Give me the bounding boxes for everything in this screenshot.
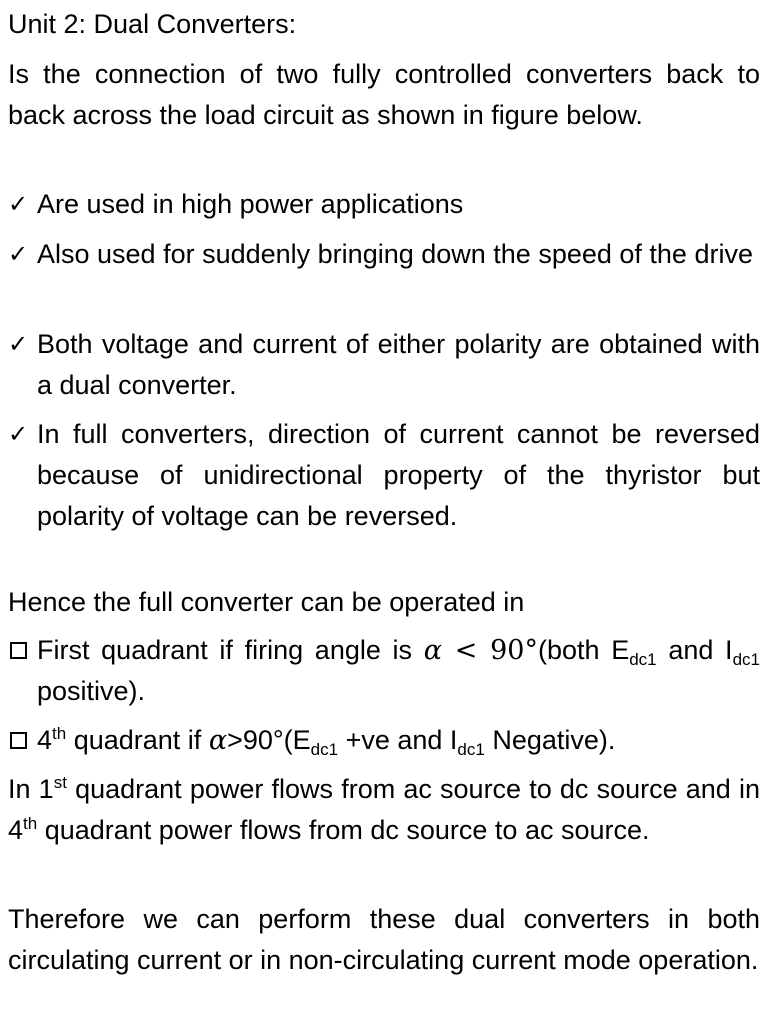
check-item-text: In full converters, direction of current cannot be reversed because of unidirectional property of the thyristor but polarity of voltage can be reversed. [37, 419, 760, 531]
check-item-3 [8, 324, 760, 406]
checkbox-icon [8, 630, 37, 672]
check-item-text: Also used for suddenly bringing down the speed of the drive [37, 239, 753, 269]
check-item-1 [8, 184, 760, 225]
conclusion-paragraph: Therefore we can perform these dual converters in both circulating current or in non-circulating current mode operation. [8, 904, 760, 975]
checkbox-icon [8, 720, 37, 762]
check-icon: ✓ [8, 240, 29, 268]
quadrant-fourth-text: 4th quadrant if $\alpha>90^\circ(E_{dc1} +ve$ and $I_{dc1}$ Negative). [37, 724, 616, 759]
check-item-text: Both voltage and current of either polarity are obtained with a dual converter. [37, 329, 760, 400]
check-icon: ✓ [8, 190, 29, 218]
quadrant-first-text: First quadrant if firing angle is α < 90°(both $E_{dc1}$ and $I_{dc1}$ positive). [37, 635, 760, 706]
check-item-4 [8, 414, 760, 537]
alpha-symbol: α [208, 725, 228, 756]
check-item-2 [8, 234, 760, 275]
intro-paragraph: Is the connection of two fully controlled converters back to back across the load circuit as shown in figure below. [8, 59, 760, 130]
check-item-text: Are used in high power applications [37, 189, 464, 219]
quadrant-item-first [8, 630, 760, 712]
check-icon: ✓ [8, 330, 29, 358]
power-flow-paragraph: In 1st quadrant power flows from ac source to dc source and in 4th quadrant power flows from dc source to ac source. [8, 773, 760, 845]
hence-line: Hence the full converter can be operated in [8, 587, 525, 617]
alpha-symbol: α [423, 635, 442, 666]
quadrant-item-fourth [8, 720, 760, 761]
check-icon: ✓ [8, 420, 29, 448]
page-title: Unit 2: Dual Converters: [8, 9, 297, 39]
